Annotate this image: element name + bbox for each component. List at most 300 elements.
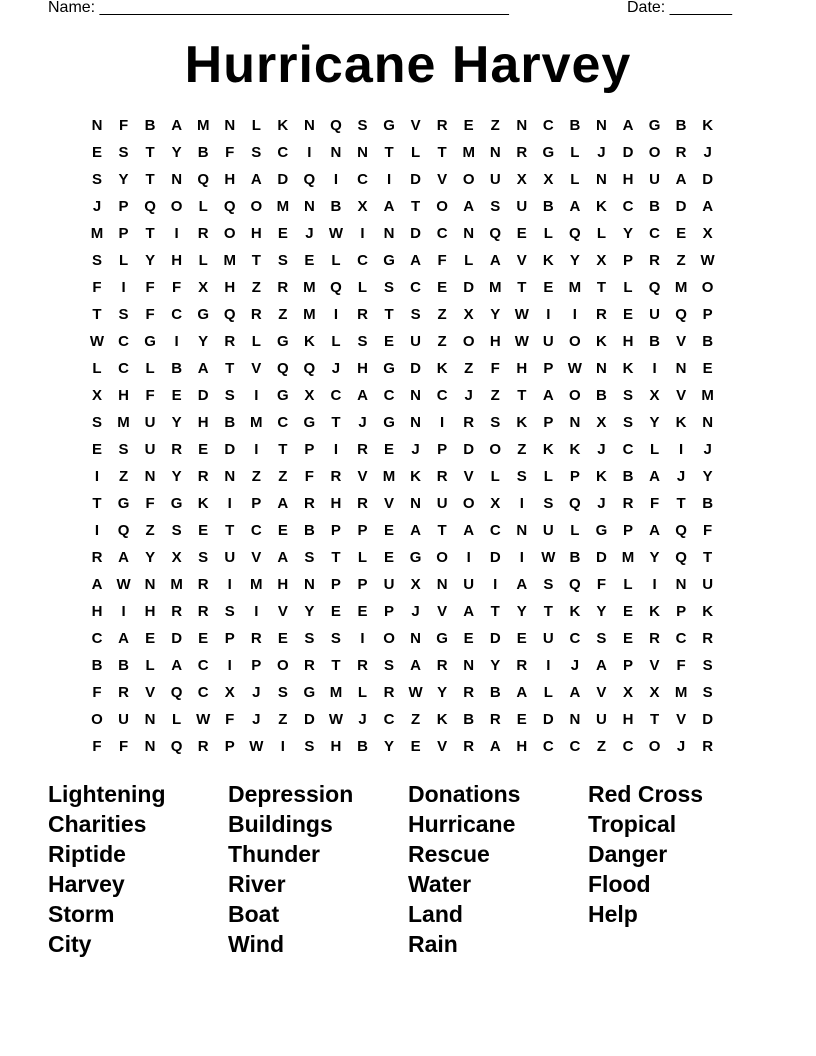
grid-letter[interactable]: Y bbox=[622, 225, 633, 242]
grid-letter[interactable]: H bbox=[224, 171, 236, 188]
grid-letter[interactable]: B bbox=[489, 684, 501, 701]
grid-letter[interactable]: K bbox=[622, 360, 634, 377]
grid-letter[interactable]: L bbox=[331, 333, 341, 350]
grid-letter[interactable]: S bbox=[357, 117, 368, 134]
grid-letter[interactable]: E bbox=[676, 225, 687, 242]
grid-letter[interactable]: H bbox=[197, 414, 209, 431]
grid-letter[interactable]: K bbox=[436, 360, 448, 377]
grid-letter[interactable]: Q bbox=[330, 279, 342, 296]
grid-letter[interactable]: A bbox=[250, 171, 262, 188]
grid-letter[interactable]: G bbox=[436, 630, 448, 647]
grid-letter[interactable]: J bbox=[411, 603, 420, 620]
grid-letter[interactable]: F bbox=[649, 495, 660, 512]
grid-letter[interactable]: N bbox=[144, 738, 156, 755]
grid-letter[interactable]: V bbox=[649, 657, 660, 674]
grid-letter[interactable]: H bbox=[489, 333, 501, 350]
grid-letter[interactable]: Y bbox=[596, 603, 607, 620]
grid-letter[interactable]: S bbox=[490, 414, 501, 431]
grid-letter[interactable]: H bbox=[330, 738, 342, 755]
grid-letter[interactable]: W bbox=[408, 684, 423, 701]
grid-letter[interactable]: S bbox=[277, 684, 288, 701]
grid-letter[interactable]: S bbox=[198, 549, 209, 566]
grid-letter[interactable]: Z bbox=[437, 333, 447, 350]
grid-letter[interactable]: Y bbox=[171, 144, 182, 161]
grid-letter[interactable]: G bbox=[170, 495, 183, 512]
grid-letter[interactable]: Z bbox=[596, 738, 607, 755]
grid-letter[interactable]: Y bbox=[702, 468, 713, 485]
grid-letter[interactable]: V bbox=[357, 468, 368, 485]
grid-letter[interactable]: I bbox=[174, 333, 179, 350]
grid-letter[interactable]: L bbox=[570, 522, 580, 539]
grid-letter[interactable]: V bbox=[437, 603, 448, 620]
grid-letter[interactable]: B bbox=[357, 738, 368, 755]
grid-letter[interactable]: R bbox=[303, 495, 315, 512]
grid-letter[interactable]: L bbox=[623, 576, 633, 593]
grid-letter[interactable]: N bbox=[463, 225, 475, 242]
grid-letter[interactable]: S bbox=[91, 171, 102, 188]
grid-letter[interactable]: K bbox=[569, 603, 581, 620]
grid-letter[interactable]: O bbox=[569, 387, 581, 404]
grid-letter[interactable]: C bbox=[197, 684, 209, 701]
grid-letter[interactable]: B bbox=[197, 144, 209, 161]
grid-letter[interactable]: F bbox=[118, 738, 129, 755]
grid-letter[interactable]: G bbox=[144, 333, 156, 350]
grid-letter[interactable]: T bbox=[92, 306, 102, 323]
grid-letter[interactable]: L bbox=[543, 225, 553, 242]
grid-letter[interactable]: H bbox=[516, 360, 528, 377]
grid-letter[interactable]: H bbox=[330, 495, 342, 512]
grid-letter[interactable]: F bbox=[145, 495, 155, 512]
grid-letter[interactable]: G bbox=[303, 684, 316, 701]
grid-letter[interactable]: A bbox=[463, 522, 475, 539]
grid-letter[interactable]: K bbox=[277, 117, 289, 134]
grid-letter[interactable]: C bbox=[118, 333, 129, 350]
grid-letter[interactable]: Z bbox=[145, 522, 155, 539]
grid-letter[interactable]: V bbox=[251, 549, 262, 566]
grid-letter[interactable]: A bbox=[675, 171, 687, 188]
grid-letter[interactable]: P bbox=[304, 441, 315, 458]
grid-letter[interactable]: C bbox=[118, 360, 129, 377]
grid-letter[interactable]: M bbox=[303, 279, 316, 296]
grid-letter[interactable]: G bbox=[409, 549, 422, 566]
grid-letter[interactable]: A bbox=[649, 522, 660, 539]
grid-letter[interactable]: O bbox=[569, 333, 581, 350]
grid-letter[interactable]: Z bbox=[464, 360, 474, 377]
grid-letter[interactable]: N bbox=[675, 576, 687, 593]
grid-letter[interactable]: T bbox=[411, 198, 421, 215]
grid-letter[interactable]: T bbox=[225, 360, 235, 377]
grid-letter[interactable]: B bbox=[144, 117, 156, 134]
grid-letter[interactable]: S bbox=[410, 306, 421, 323]
grid-letter[interactable]: I bbox=[227, 576, 232, 593]
grid-letter[interactable]: N bbox=[410, 387, 422, 404]
grid-letter[interactable]: P bbox=[224, 630, 235, 647]
grid-letter[interactable]: N bbox=[516, 117, 528, 134]
grid-letter[interactable]: R bbox=[197, 738, 209, 755]
grid-letter[interactable]: Z bbox=[676, 252, 686, 269]
grid-letter[interactable]: N bbox=[144, 711, 156, 728]
grid-letter[interactable]: R bbox=[197, 468, 209, 485]
grid-letter[interactable]: A bbox=[596, 657, 607, 674]
grid-letter[interactable]: C bbox=[277, 144, 289, 161]
grid-letter[interactable]: P bbox=[676, 603, 687, 620]
grid-letter[interactable]: C bbox=[436, 225, 448, 242]
grid-letter[interactable]: P bbox=[357, 576, 368, 593]
grid-letter[interactable]: O bbox=[223, 225, 236, 242]
grid-letter[interactable]: P bbox=[437, 441, 448, 458]
grid-letter[interactable]: R bbox=[197, 603, 209, 620]
grid-letter[interactable]: W bbox=[567, 360, 582, 377]
grid-letter[interactable]: J bbox=[597, 144, 606, 161]
grid-letter[interactable]: S bbox=[91, 414, 102, 431]
grid-letter[interactable]: R bbox=[383, 684, 395, 701]
grid-letter[interactable]: X bbox=[410, 576, 421, 593]
grid-letter[interactable]: A bbox=[171, 657, 183, 674]
grid-letter[interactable]: U bbox=[702, 576, 714, 593]
grid-letter[interactable]: E bbox=[702, 360, 713, 377]
grid-letter[interactable]: K bbox=[596, 333, 607, 350]
grid-letter[interactable]: N bbox=[596, 171, 607, 188]
grid-letter[interactable]: A bbox=[569, 198, 581, 215]
grid-letter[interactable]: Q bbox=[675, 522, 687, 539]
grid-letter[interactable]: D bbox=[463, 441, 475, 458]
grid-letter[interactable]: U bbox=[649, 171, 660, 188]
grid-letter[interactable]: I bbox=[440, 414, 445, 431]
grid-letter[interactable]: R bbox=[357, 441, 368, 458]
grid-letter[interactable]: M bbox=[196, 117, 210, 134]
grid-letter[interactable]: C bbox=[569, 738, 581, 755]
grid-letter[interactable]: I bbox=[333, 441, 339, 458]
grid-letter[interactable]: I bbox=[546, 306, 551, 323]
grid-letter[interactable]: K bbox=[197, 495, 209, 512]
grid-letter[interactable]: N bbox=[569, 711, 581, 728]
grid-letter[interactable]: J bbox=[703, 441, 712, 458]
grid-letter[interactable]: L bbox=[357, 549, 368, 566]
grid-letter[interactable]: D bbox=[542, 711, 554, 728]
grid-letter[interactable]: R bbox=[250, 630, 262, 647]
grid-letter[interactable]: A bbox=[649, 468, 660, 485]
grid-letter[interactable]: O bbox=[91, 711, 103, 728]
grid-letter[interactable]: C bbox=[622, 198, 634, 215]
grid-letter[interactable]: P bbox=[330, 576, 341, 593]
grid-letter[interactable]: L bbox=[543, 684, 553, 701]
grid-letter[interactable]: K bbox=[542, 441, 554, 458]
grid-letter[interactable]: R bbox=[436, 468, 448, 485]
grid-letter[interactable]: V bbox=[596, 684, 607, 701]
grid-letter[interactable]: T bbox=[278, 441, 288, 458]
grid-letter[interactable]: F bbox=[92, 279, 102, 296]
grid-letter[interactable]: B bbox=[622, 468, 634, 485]
grid-letter[interactable]: W bbox=[700, 252, 715, 269]
grid-letter[interactable]: I bbox=[519, 495, 524, 512]
grid-letter[interactable]: K bbox=[303, 333, 315, 350]
grid-letter[interactable]: S bbox=[543, 495, 554, 512]
grid-letter[interactable]: K bbox=[649, 603, 660, 620]
grid-letter[interactable]: I bbox=[254, 387, 259, 404]
grid-letter[interactable]: S bbox=[384, 657, 395, 674]
grid-letter[interactable]: Y bbox=[490, 657, 501, 674]
grid-letter[interactable]: A bbox=[702, 198, 714, 215]
grid-letter[interactable]: E bbox=[384, 441, 395, 458]
grid-letter[interactable]: M bbox=[674, 279, 688, 296]
grid-letter[interactable]: C bbox=[383, 711, 395, 728]
grid-letter[interactable]: K bbox=[436, 711, 448, 728]
grid-letter[interactable]: P bbox=[251, 657, 262, 674]
grid-letter[interactable]: N bbox=[410, 630, 422, 647]
grid-letter[interactable]: R bbox=[516, 657, 528, 674]
grid-letter[interactable]: L bbox=[411, 144, 421, 161]
grid-letter[interactable]: U bbox=[144, 441, 156, 458]
grid-letter[interactable]: I bbox=[546, 657, 551, 674]
grid-letter[interactable]: N bbox=[144, 468, 156, 485]
grid-letter[interactable]: N bbox=[303, 576, 315, 593]
grid-letter[interactable]: X bbox=[198, 279, 209, 296]
grid-letter[interactable]: Q bbox=[277, 360, 289, 377]
grid-letter[interactable]: H bbox=[91, 603, 103, 620]
grid-letter[interactable]: T bbox=[676, 495, 686, 512]
grid-letter[interactable]: V bbox=[676, 387, 687, 404]
grid-letter[interactable]: Y bbox=[516, 603, 527, 620]
grid-letter[interactable]: F bbox=[437, 252, 447, 269]
grid-letter[interactable]: N bbox=[675, 360, 687, 377]
grid-letter[interactable]: D bbox=[224, 441, 236, 458]
grid-letter[interactable]: N bbox=[569, 414, 581, 431]
grid-letter[interactable]: L bbox=[543, 468, 553, 485]
grid-letter[interactable]: P bbox=[543, 360, 554, 377]
grid-letter[interactable]: N bbox=[596, 117, 607, 134]
grid-letter[interactable]: T bbox=[649, 711, 660, 728]
grid-letter[interactable]: K bbox=[702, 603, 714, 620]
grid-letter[interactable]: O bbox=[648, 144, 661, 161]
grid-letter[interactable]: D bbox=[702, 711, 714, 728]
grid-letter[interactable]: K bbox=[410, 468, 422, 485]
grid-letter[interactable]: T bbox=[145, 171, 155, 188]
grid-letter[interactable]: R bbox=[622, 495, 634, 512]
grid-letter[interactable]: C bbox=[410, 279, 422, 296]
grid-letter[interactable]: B bbox=[649, 198, 660, 215]
grid-letter[interactable]: W bbox=[328, 711, 344, 728]
grid-letter[interactable]: I bbox=[493, 576, 498, 593]
grid-letter[interactable]: B bbox=[649, 333, 660, 350]
grid-letter[interactable]: Z bbox=[278, 711, 288, 728]
grid-letter[interactable]: P bbox=[384, 603, 395, 620]
grid-letter[interactable]: A bbox=[118, 549, 129, 566]
grid-letter[interactable]: X bbox=[171, 549, 182, 566]
grid-letter[interactable]: M bbox=[303, 306, 316, 323]
grid-letter[interactable]: F bbox=[145, 387, 155, 404]
grid-letter[interactable]: E bbox=[463, 630, 474, 647]
grid-letter[interactable]: O bbox=[462, 333, 475, 350]
grid-letter[interactable]: T bbox=[225, 522, 235, 539]
grid-letter[interactable]: J bbox=[676, 738, 686, 755]
grid-letter[interactable]: R bbox=[596, 306, 607, 323]
grid-letter[interactable]: U bbox=[542, 333, 554, 350]
grid-letter[interactable]: Q bbox=[303, 171, 316, 188]
grid-letter[interactable]: I bbox=[679, 441, 684, 458]
grid-letter[interactable]: P bbox=[118, 198, 129, 215]
grid-letter[interactable]: J bbox=[252, 684, 261, 701]
grid-letter[interactable]: R bbox=[463, 414, 475, 431]
grid-letter[interactable]: Y bbox=[198, 333, 209, 350]
grid-letter[interactable]: V bbox=[410, 117, 421, 134]
grid-letter[interactable]: T bbox=[251, 252, 261, 269]
grid-letter[interactable]: S bbox=[118, 306, 129, 323]
grid-letter[interactable]: I bbox=[333, 171, 339, 188]
grid-letter[interactable]: O bbox=[277, 657, 289, 674]
grid-letter[interactable]: B bbox=[702, 495, 714, 512]
grid-letter[interactable]: V bbox=[463, 468, 474, 485]
grid-letter[interactable]: I bbox=[174, 225, 179, 242]
grid-letter[interactable]: S bbox=[384, 279, 395, 296]
grid-letter[interactable]: R bbox=[516, 144, 528, 161]
grid-letter[interactable]: O bbox=[462, 495, 475, 512]
grid-letter[interactable]: B bbox=[569, 549, 581, 566]
grid-letter[interactable]: T bbox=[543, 603, 553, 620]
grid-letter[interactable]: R bbox=[91, 549, 103, 566]
grid-letter[interactable]: C bbox=[91, 630, 103, 647]
grid-letter[interactable]: G bbox=[383, 252, 395, 269]
grid-letter[interactable]: Q bbox=[223, 198, 236, 215]
grid-letter[interactable]: E bbox=[91, 144, 102, 161]
grid-letter[interactable]: P bbox=[702, 306, 713, 323]
grid-letter[interactable]: S bbox=[277, 252, 288, 269]
grid-letter[interactable]: V bbox=[437, 171, 448, 188]
grid-letter[interactable]: N bbox=[516, 522, 528, 539]
grid-letter[interactable]: Y bbox=[118, 171, 129, 188]
grid-letter[interactable]: N bbox=[224, 117, 236, 134]
grid-letter[interactable]: O bbox=[648, 738, 661, 755]
grid-letter[interactable]: M bbox=[701, 387, 714, 404]
grid-letter[interactable]: S bbox=[251, 144, 262, 161]
grid-letter[interactable]: Z bbox=[118, 468, 129, 485]
grid-letter[interactable]: E bbox=[277, 630, 288, 647]
grid-letter[interactable]: E bbox=[516, 630, 527, 647]
grid-letter[interactable]: W bbox=[89, 333, 105, 350]
grid-letter[interactable]: E bbox=[437, 279, 448, 296]
grid-letter[interactable]: X bbox=[463, 306, 474, 323]
grid-letter[interactable]: D bbox=[489, 549, 501, 566]
grid-letter[interactable]: V bbox=[145, 684, 156, 701]
grid-letter[interactable]: U bbox=[489, 171, 501, 188]
grid-letter[interactable]: S bbox=[118, 144, 129, 161]
grid-letter[interactable]: E bbox=[91, 441, 102, 458]
grid-letter[interactable]: A bbox=[569, 684, 581, 701]
grid-letter[interactable]: S bbox=[224, 387, 235, 404]
grid-letter[interactable]: A bbox=[171, 117, 183, 134]
grid-letter[interactable]: F bbox=[676, 657, 686, 674]
grid-letter[interactable]: Z bbox=[278, 468, 288, 485]
grid-letter[interactable]: C bbox=[436, 387, 448, 404]
grid-letter[interactable]: X bbox=[490, 495, 501, 512]
date-line[interactable]: Date: _______ bbox=[627, 0, 732, 16]
grid-letter[interactable]: R bbox=[675, 144, 687, 161]
grid-letter[interactable]: L bbox=[464, 252, 474, 269]
grid-letter[interactable]: V bbox=[676, 711, 687, 728]
grid-letter[interactable]: F bbox=[304, 468, 314, 485]
grid-letter[interactable]: I bbox=[94, 522, 100, 539]
grid-letter[interactable]: G bbox=[383, 360, 395, 377]
grid-letter[interactable]: U bbox=[463, 576, 475, 593]
grid-letter[interactable]: S bbox=[490, 198, 501, 215]
grid-letter[interactable]: Q bbox=[569, 495, 581, 512]
grid-letter[interactable]: L bbox=[357, 684, 368, 701]
grid-letter[interactable]: Q bbox=[569, 225, 581, 242]
grid-letter[interactable]: E bbox=[145, 630, 156, 647]
grid-letter[interactable]: E bbox=[622, 603, 633, 620]
grid-letter[interactable]: U bbox=[383, 576, 395, 593]
grid-letter[interactable]: E bbox=[198, 522, 209, 539]
grid-letter[interactable]: P bbox=[330, 522, 341, 539]
grid-letter[interactable]: B bbox=[330, 198, 342, 215]
grid-letter[interactable]: N bbox=[330, 144, 342, 161]
grid-letter[interactable]: T bbox=[596, 279, 607, 296]
grid-letter[interactable]: I bbox=[333, 306, 339, 323]
grid-letter[interactable]: Y bbox=[490, 306, 501, 323]
grid-letter[interactable]: L bbox=[649, 441, 660, 458]
grid-letter[interactable]: N bbox=[596, 360, 607, 377]
grid-letter[interactable]: R bbox=[463, 684, 475, 701]
grid-letter[interactable]: M bbox=[462, 144, 475, 161]
grid-letter[interactable]: F bbox=[145, 306, 155, 323]
grid-letter[interactable]: D bbox=[410, 360, 422, 377]
grid-letter[interactable]: Y bbox=[569, 252, 580, 269]
grid-letter[interactable]: Y bbox=[145, 549, 156, 566]
grid-letter[interactable]: H bbox=[171, 252, 183, 269]
grid-letter[interactable]: A bbox=[410, 522, 422, 539]
grid-letter[interactable]: V bbox=[384, 495, 395, 512]
grid-letter[interactable]: P bbox=[543, 414, 554, 431]
grid-letter[interactable]: A bbox=[410, 252, 422, 269]
grid-letter[interactable]: A bbox=[118, 630, 129, 647]
grid-letter[interactable]: S bbox=[702, 657, 713, 674]
grid-letter[interactable]: W bbox=[541, 549, 556, 566]
grid-letter[interactable]: E bbox=[622, 630, 633, 647]
grid-letter[interactable]: D bbox=[303, 711, 315, 728]
grid-letter[interactable]: W bbox=[514, 333, 529, 350]
grid-letter[interactable]: X bbox=[596, 252, 607, 269]
grid-letter[interactable]: D bbox=[410, 171, 422, 188]
grid-letter[interactable]: S bbox=[304, 630, 315, 647]
grid-letter[interactable]: E bbox=[330, 603, 341, 620]
grid-letter[interactable]: F bbox=[596, 576, 607, 593]
grid-letter[interactable]: H bbox=[250, 225, 262, 242]
grid-letter[interactable]: G bbox=[383, 414, 395, 431]
grid-letter[interactable]: R bbox=[702, 738, 714, 755]
grid-letter[interactable]: R bbox=[118, 684, 129, 701]
grid-letter[interactable]: F bbox=[225, 144, 235, 161]
grid-letter[interactable]: C bbox=[330, 387, 342, 404]
grid-letter[interactable]: D bbox=[197, 387, 209, 404]
grid-letter[interactable]: R bbox=[649, 252, 660, 269]
grid-letter[interactable]: T bbox=[92, 495, 102, 512]
grid-letter[interactable]: N bbox=[463, 657, 475, 674]
grid-letter[interactable]: C bbox=[197, 657, 209, 674]
grid-letter[interactable]: Z bbox=[437, 306, 447, 323]
grid-letter[interactable]: N bbox=[144, 576, 156, 593]
grid-letter[interactable]: D bbox=[622, 144, 634, 161]
grid-letter[interactable]: L bbox=[251, 117, 261, 134]
grid-letter[interactable]: E bbox=[384, 549, 395, 566]
grid-letter[interactable]: Q bbox=[144, 198, 156, 215]
grid-letter[interactable]: X bbox=[622, 684, 633, 701]
grid-letter[interactable]: A bbox=[277, 495, 289, 512]
grid-letter[interactable]: M bbox=[170, 576, 183, 593]
grid-letter[interactable]: A bbox=[357, 387, 368, 404]
grid-letter[interactable]: O bbox=[436, 198, 448, 215]
grid-letter[interactable]: M bbox=[382, 468, 396, 485]
grid-letter[interactable]: E bbox=[171, 387, 182, 404]
grid-letter[interactable]: A bbox=[516, 576, 528, 593]
